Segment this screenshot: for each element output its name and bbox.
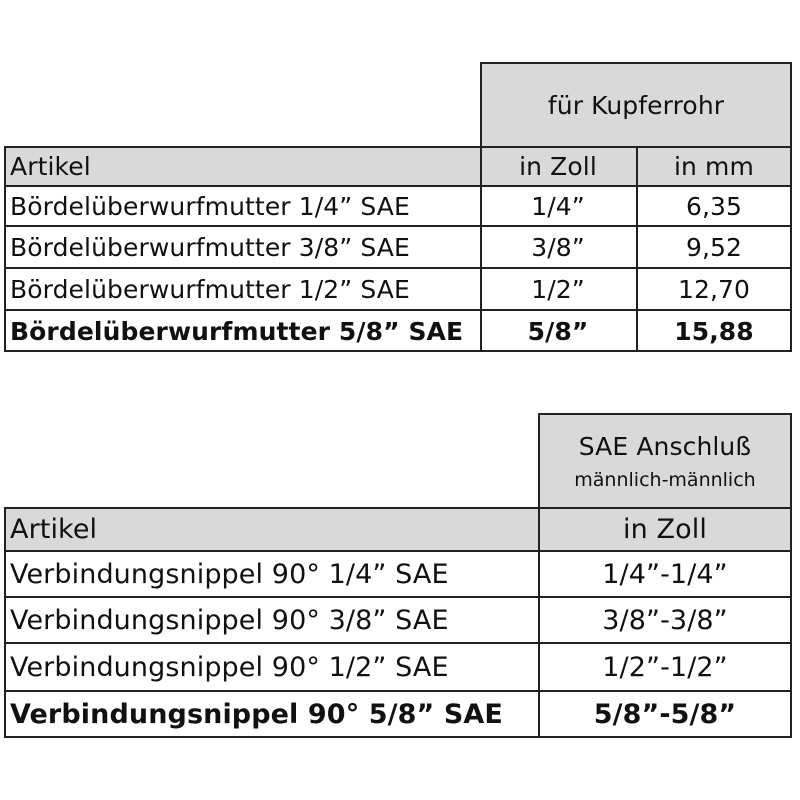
group-header-kupferrohr	[480, 62, 792, 148]
cell-zoll: 1/4”-1/4”	[602, 558, 728, 590]
grid-line	[4, 225, 792, 227]
grid-line	[538, 413, 540, 738]
cell-zoll: 5/8”-5/8”	[593, 699, 737, 730]
cell-zoll: 1/4”	[531, 191, 585, 221]
column-header-zoll: in Zoll	[623, 513, 707, 545]
table-row: Verbindungsnippel 90° 5/8” SAE	[10, 699, 503, 730]
cell-mm: 6,35	[685, 191, 743, 221]
grid-line	[790, 413, 792, 738]
table-row: Verbindungsnippel 90° 1/2” SAE	[10, 651, 449, 683]
grid-line	[636, 146, 638, 352]
cell-mm: 9,52	[685, 232, 743, 262]
group-header-sae	[538, 413, 792, 509]
grid-line	[4, 507, 792, 509]
table-row: Bördelüberwurfmutter 1/2” SAE	[10, 274, 410, 304]
grid-line	[4, 596, 792, 598]
column-header-artikel: Artikel	[10, 513, 98, 545]
table-row: Verbindungsnippel 90° 3/8” SAE	[10, 604, 449, 636]
table-row: Bördelüberwurfmutter 1/4” SAE	[10, 191, 410, 221]
cell-zoll: 1/2”	[531, 274, 585, 304]
cell-mm: 12,70	[677, 274, 751, 304]
column-header-zoll: in Zoll	[519, 151, 597, 181]
cell-zoll: 3/8”-3/8”	[602, 604, 728, 636]
grid-line	[790, 62, 792, 352]
grid-line	[4, 309, 792, 311]
grid-line	[4, 267, 792, 269]
kupferrohr-table	[4, 62, 792, 352]
grid-line	[4, 185, 792, 187]
table-row: Verbindungsnippel 90° 1/4” SAE	[10, 558, 449, 590]
column-header-mm: in mm	[674, 151, 754, 181]
grid-line	[4, 350, 792, 352]
table-row: Bördelüberwurfmutter 3/8” SAE	[10, 232, 410, 262]
grid-line	[480, 62, 482, 352]
grid-line	[4, 736, 792, 738]
group-subheader-text: männlich-männlich	[574, 468, 756, 491]
column-header-artikel: Artikel	[10, 151, 91, 181]
grid-line	[4, 146, 6, 352]
group-header-text: für Kupferrohr	[547, 90, 725, 120]
cell-zoll: 5/8”	[527, 316, 589, 346]
grid-line	[4, 550, 792, 552]
grid-line	[4, 690, 792, 692]
verbindungsnippel-table	[4, 413, 792, 738]
grid-line	[4, 642, 792, 644]
table-row: Bördelüberwurfmutter 5/8” SAE	[10, 316, 464, 346]
group-header-text: SAE Anschluß	[578, 431, 752, 461]
cell-zoll: 1/2”-1/2”	[602, 651, 728, 683]
cell-zoll: 3/8”	[531, 232, 585, 262]
grid-line	[4, 507, 6, 738]
cell-mm: 15,88	[674, 316, 754, 346]
grid-line	[4, 146, 792, 148]
